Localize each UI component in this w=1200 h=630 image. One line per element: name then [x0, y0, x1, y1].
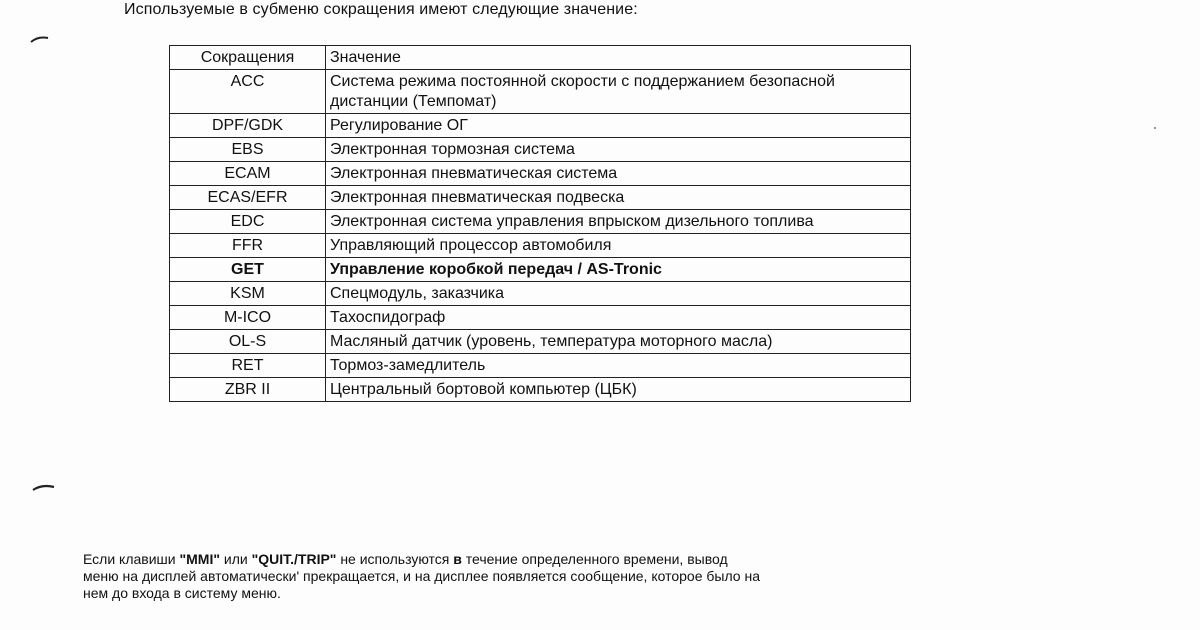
table-row — [170, 210, 911, 234]
abbreviation-cell: KSM — [170, 282, 326, 306]
abbreviations-table — [169, 45, 911, 402]
note-line-2: меню на дисплей автоматически' прекращается, и на дисплее появляется сообщение, которое было на — [83, 568, 760, 584]
meaning-cell: Масляный датчик (уровень, температура моторного масла) — [326, 330, 911, 354]
note-text: или — [220, 551, 252, 567]
abbreviation-cell: M-ICO — [170, 306, 326, 330]
table-row — [170, 138, 911, 162]
abbreviation-cell: GET — [170, 258, 326, 282]
note-text: течение определенного времени, вывод — [461, 551, 728, 567]
meaning-cell: Электронная пневматическая подвеска — [326, 186, 911, 210]
abbreviation-cell: EBS — [170, 138, 326, 162]
abbreviation-cell: ZBR II — [170, 378, 326, 402]
intro-text: Используемые в субменю сокращения имеют следующие значение: — [124, 1, 638, 18]
table-row — [170, 306, 911, 330]
abbreviation-cell: ECAS/EFR — [170, 186, 326, 210]
note-key-mmi: "MMI" — [179, 551, 220, 567]
table-row — [170, 282, 911, 306]
table-row — [170, 70, 911, 114]
meaning-cell: Управление коробкой передач / AS-Tronic — [326, 258, 911, 282]
abbreviation-cell: RET — [170, 354, 326, 378]
table-row — [170, 186, 911, 210]
meaning-cell: Система режима постоянной скорости с поддержанием безопасной дистанции (Темпомат) — [326, 70, 911, 114]
abbreviation-cell: ACC — [170, 70, 326, 114]
footnote-paragraph — [83, 551, 983, 602]
scan-dot — [1153, 126, 1157, 130]
note-key-quit-trip: "QUIT./TRIP" — [251, 551, 337, 567]
table-row — [170, 258, 911, 282]
meaning-cell: Электронная тормозная система — [326, 138, 911, 162]
column-header-meaning: Значение — [326, 46, 911, 70]
table-row — [170, 234, 911, 258]
meaning-cell: Спецмодуль, заказчика — [326, 282, 911, 306]
note-text: Если клавиши — [83, 551, 180, 567]
meaning-cell: Электронная пневматическая система — [326, 162, 911, 186]
abbreviation-cell: EDC — [170, 210, 326, 234]
scan-mark — [32, 481, 56, 493]
table-row — [170, 354, 911, 378]
meaning-cell: Управляющий процессор автомобиля — [326, 234, 911, 258]
table-row — [170, 330, 911, 354]
column-header-abbreviation: Сокращения — [170, 46, 326, 70]
abbreviation-cell: DPF/GDK — [170, 114, 326, 138]
note-line-3: нем до входа в систему меню. — [83, 585, 281, 601]
meaning-cell: Регулирование ОГ — [326, 114, 911, 138]
table-header-row — [170, 46, 911, 70]
meaning-cell: Центральный бортовой компьютер (ЦБК) — [326, 378, 911, 402]
abbreviation-cell: FFR — [170, 234, 326, 258]
table-row — [170, 114, 911, 138]
note-bold-word: в — [453, 551, 462, 567]
abbreviation-cell: ECAM — [170, 162, 326, 186]
note-text: не используются — [336, 551, 454, 567]
scan-mark — [30, 34, 50, 44]
table-row — [170, 378, 911, 402]
meaning-cell: Тормоз-замедлитель — [326, 354, 911, 378]
meaning-cell: Электронная система управления впрыском дизельного топлива — [326, 210, 911, 234]
table-row — [170, 162, 911, 186]
abbreviation-cell: OL-S — [170, 330, 326, 354]
meaning-cell: Тахоспидограф — [326, 306, 911, 330]
